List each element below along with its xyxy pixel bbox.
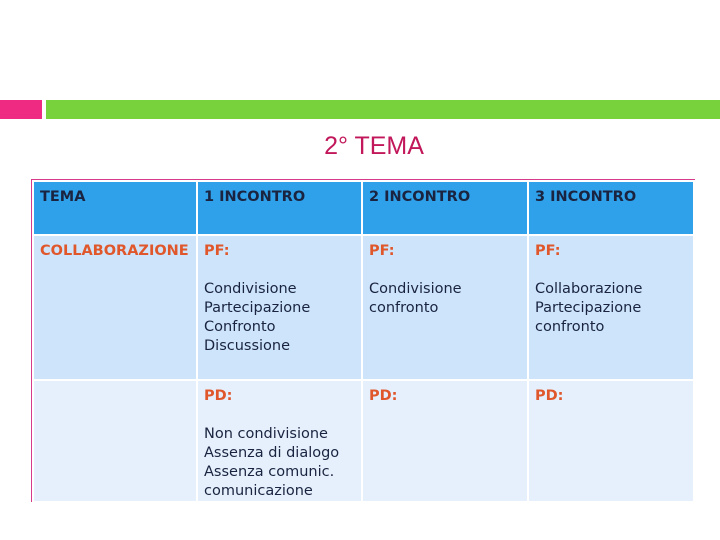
- list-item: Partecipazione: [204, 300, 311, 316]
- slide-title: 2° TEMA: [324, 132, 424, 160]
- list-item: comunicazione: [204, 483, 313, 499]
- pf-label: PF:: [369, 243, 395, 259]
- list-item: Assenza di dialogo: [204, 445, 340, 461]
- table-row: [33, 235, 694, 380]
- header-incontro-3: 3 INCONTRO: [528, 181, 694, 235]
- cell-pd-incontro-1: [197, 380, 362, 502]
- header-incontro-2: 2 INCONTRO: [362, 181, 528, 235]
- row-label-empty: [33, 380, 197, 502]
- cell-pf-incontro-1: [197, 235, 362, 380]
- list-item: Collaborazione: [535, 281, 643, 297]
- table-row: [33, 380, 694, 502]
- cell-pd-incontro-3: [528, 380, 694, 502]
- list-item: confronto: [535, 319, 605, 335]
- pd-label: PD:: [369, 388, 398, 404]
- list-item: Condivisione: [369, 281, 462, 297]
- list-item: Confronto: [204, 319, 276, 335]
- list-item: Condivisione: [204, 281, 297, 297]
- header-incontro-1: 1 INCONTRO: [197, 181, 362, 235]
- list-item: Discussione: [204, 338, 291, 354]
- theme-table: [31, 179, 695, 502]
- cell-pd-incontro-2: [362, 380, 528, 502]
- pf-label: PF:: [535, 243, 561, 259]
- list-item: Non condivisione: [204, 426, 328, 442]
- header-tema: TEMA: [33, 181, 197, 235]
- row-label: COLLABORAZIONE: [40, 243, 189, 259]
- pd-label: PD:: [204, 388, 233, 404]
- accent-bar-pink: [0, 100, 42, 119]
- row-label-collaborazione: [33, 235, 197, 380]
- list-item: Partecipazione: [535, 300, 642, 316]
- pf-label: PF:: [204, 243, 230, 259]
- accent-bar-green: [46, 100, 720, 119]
- list-item: Assenza comunic.: [204, 464, 335, 480]
- pd-label: PD:: [535, 388, 564, 404]
- list-item: confronto: [369, 300, 439, 316]
- cell-pf-incontro-2: [362, 235, 528, 380]
- table-header-row: [33, 181, 694, 235]
- cell-pf-incontro-3: [528, 235, 694, 380]
